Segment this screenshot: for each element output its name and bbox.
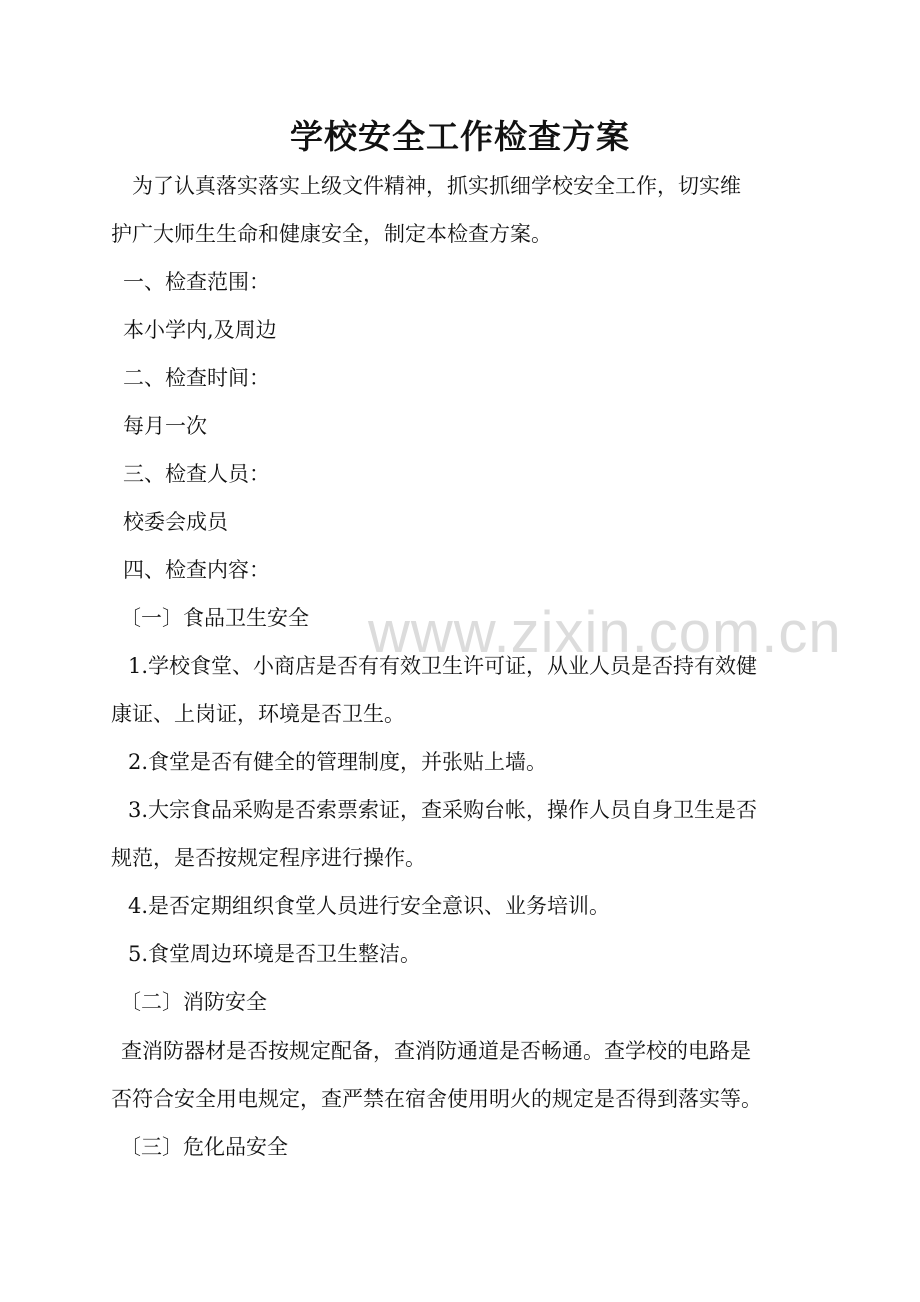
section-3-heading: 三、检查人员： bbox=[123, 462, 270, 486]
item-4: 4.是否定期组织食堂人员进行安全意识、业务培训。 bbox=[128, 894, 611, 918]
document-title: 学校安全工作检查方案 bbox=[290, 117, 630, 156]
intro-line-1: 为了认真落实落实上级文件精神，抓实抓细学校安全工作，切实维 bbox=[132, 174, 741, 198]
intro-line-2: 护广大师生生命和健康安全，制定本检查方案。 bbox=[111, 222, 552, 246]
item-2: 2.食堂是否有健全的管理制度，并张贴上墙。 bbox=[128, 750, 548, 774]
item-1-line-2: 康证、上岗证，环境是否卫生。 bbox=[111, 702, 405, 726]
subsection-3-heading: 〔三〕危化品安全 bbox=[120, 1135, 288, 1159]
subsection-1-heading: 〔一〕食品卫生安全 bbox=[120, 606, 309, 630]
section-2-body: 每月一次 bbox=[123, 414, 207, 438]
fire-safety-line-2: 否符合安全用电规定，查严禁在宿舍使用明火的规定是否得到落实等。 bbox=[111, 1087, 762, 1111]
item-3-line-2: 规范，是否按规定程序进行操作。 bbox=[111, 846, 426, 870]
item-3-line-1: 3.大宗食品采购是否索票索证，查采购台帐，操作人员自身卫生是否 bbox=[128, 798, 758, 822]
subsection-2-heading: 〔二〕消防安全 bbox=[120, 990, 267, 1014]
section-4-heading: 四、检查内容： bbox=[123, 558, 270, 582]
watermark: www.zixin.com.cn bbox=[368, 600, 842, 665]
fire-safety-line-1: 查消防器材是否按规定配备，查消防通道是否畅通。查学校的电路是 bbox=[121, 1039, 751, 1063]
item-5: 5.食堂周边环境是否卫生整洁。 bbox=[128, 942, 422, 966]
item-1-line-1: 1.学校食堂、小商店是否有有效卫生许可证，从业人员是否持有效健 bbox=[128, 654, 758, 678]
section-2-heading: 二、检查时间： bbox=[123, 366, 270, 390]
section-1-heading: 一、检查范围： bbox=[123, 270, 270, 294]
section-1-body: 本小学内,及周边 bbox=[123, 318, 277, 342]
section-3-body: 校委会成员 bbox=[123, 510, 228, 534]
